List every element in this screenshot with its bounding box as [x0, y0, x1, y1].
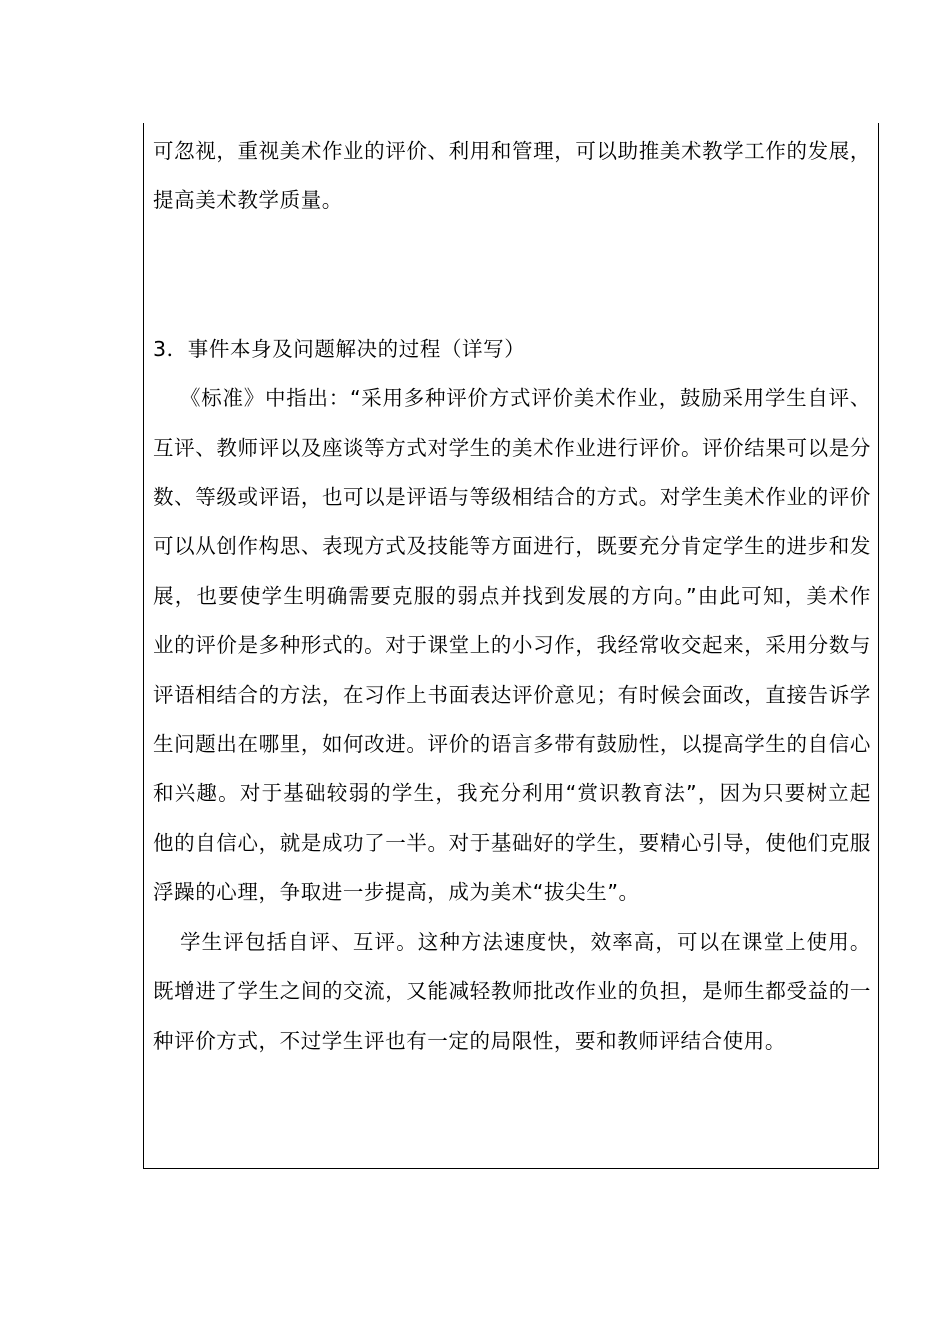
- blank-space: [153, 226, 871, 325]
- paragraph-standard: 《标准》中指出：“采用多种评价方式评价美术作业，鼓励采用学生自评、互评、教师评以及座谈等方式对学生的美术作业进行评价。评价结果可以是分数、等级或评语，也可以是评语与等级相结合的方式。对学生美术作业的评价可以从创作构思、表现方式及技能等方面进行，既要充分肯定学生的进步和发展，也要使学生明确需要克服的弱点并找到发展的方向。”由此可知，美术作业的评价是多种形式的。对于课堂上的小习作，我经常收交起来，采用分数与评语相结合的方法，在习作上书面表达评价意见；有时候会面改，直接告诉学生问题出在哪里，如何改进。评价的语言多带有鼓励性，以提高学生的自信心和兴趣。对于基础较弱的学生，我充分利用“赏识教育法”，因为只要树立起他的自信心，就是成功了一半。对于基础好的学生，要精心引导，使他们克服浮躁的心理，争取进一步提高，成为美术“拔尖生”。: [153, 386, 871, 905]
- document-body: [153, 127, 871, 1066]
- paragraph-student-evaluation: 学生评包括自评、互评。这种方法速度快，效率高，可以在课堂上使用。既增进了学生之间的交流，又能减轻教师批改作业的负担，是师生都受益的一种评价方式，不过学生评也有一定的局限性，要和教师评结合使用。: [153, 929, 871, 1053]
- section-heading: 3．事件本身及问题解决的过程（详写）: [153, 336, 526, 361]
- document-table-cell: [143, 123, 879, 1169]
- paragraph-continued: 可忽视，重视美术作业的评价、利用和管理，可以助推美术教学工作的发展，提高美术教学质量。: [153, 139, 871, 213]
